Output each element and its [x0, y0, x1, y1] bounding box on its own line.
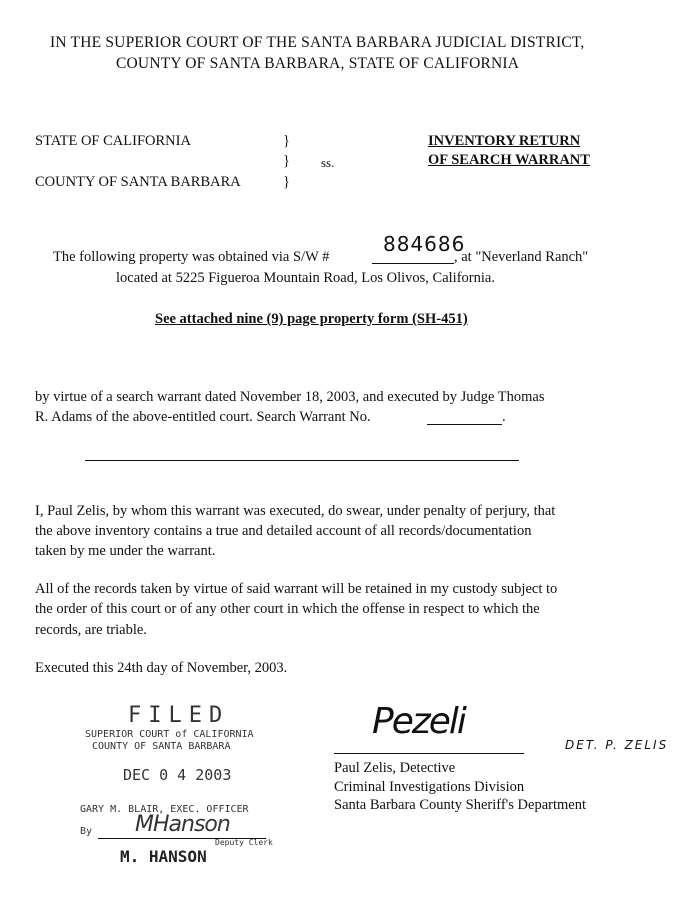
- document-title-line1: INVENTORY RETURN: [428, 133, 581, 149]
- search-warrant-number-blank: [427, 424, 502, 425]
- detective-signature: Pezeli: [372, 701, 465, 742]
- filed-stamp-by: By: [80, 826, 93, 837]
- detective-handwritten-annotation: DET. P. ZELIS: [565, 738, 669, 752]
- court-header-line1: IN THE SUPERIOR COURT OF THE SANTA BARBARA JUDICIAL DISTRICT,: [50, 34, 585, 51]
- caption-state: STATE OF CALIFORNIA: [35, 133, 191, 149]
- oath-line1: I, Paul Zelis, by whom this warrant was executed, do swear, under penalty of perjury, that: [35, 503, 556, 519]
- document-title-line2: OF SEARCH WARRANT: [428, 152, 590, 168]
- warrant-number-blank: [372, 263, 454, 264]
- filed-stamp-title: FILED: [128, 703, 230, 728]
- warrant-number-handwritten: 884686: [383, 232, 466, 256]
- property-address: located at 5225 Figueroa Mountain Road, Los Olivos, California.: [116, 270, 495, 286]
- caption-ss: ss.: [321, 155, 335, 170]
- attached-form-note: See attached nine (9) page property form (SH-451): [155, 311, 468, 327]
- caption-brace-3: }: [283, 174, 290, 190]
- filed-stamp-officer: GARY M. BLAIR, EXEC. OFFICER: [80, 804, 249, 815]
- divider-line: [85, 460, 519, 461]
- detective-signature-line: [334, 753, 524, 754]
- virtue-line1: by virtue of a search warrant dated November 18, 2003, and executed by Judge Thomas: [35, 389, 545, 405]
- virtue-line2-period: .: [502, 409, 506, 425]
- custody-line3: records, are triable.: [35, 622, 147, 638]
- clerk-signature: MHanson: [135, 812, 230, 837]
- caption-brace-1: }: [283, 133, 290, 149]
- detective-name: Paul Zelis, Detective: [334, 760, 456, 776]
- filed-stamp-court: SUPERIOR COURT of CALIFORNIA: [85, 729, 254, 740]
- property-intro: The following property was obtained via S/W #: [53, 249, 330, 265]
- detective-division: Criminal Investigations Division: [334, 779, 525, 795]
- filed-stamp-date: DEC 0 4 2003: [123, 766, 232, 784]
- filed-stamp-deputy-clerk: Deputy Clerk: [215, 838, 273, 847]
- property-at-location: , at "Neverland Ranch": [454, 249, 589, 265]
- custody-line1: All of the records taken by virtue of said warrant will be retained in my custody subject to: [35, 581, 558, 597]
- virtue-line2: R. Adams of the above-entitled court. Search Warrant No.: [35, 409, 371, 425]
- caption-brace-2: }: [283, 153, 290, 169]
- caption-county: COUNTY OF SANTA BARBARA: [35, 174, 241, 190]
- custody-line2: the order of this court or of any other court in which the offense in respect to which the: [35, 601, 540, 617]
- court-header-line2: COUNTY OF SANTA BARBARA, STATE OF CALIFORNIA: [116, 55, 520, 72]
- oath-line3: taken by me under the warrant.: [35, 543, 216, 559]
- executed-date: Executed this 24th day of November, 2003.: [35, 660, 288, 676]
- detective-department: Santa Barbara County Sheriff's Department: [334, 797, 587, 813]
- filed-stamp-clerk-name: M. HANSON: [120, 847, 207, 866]
- oath-line2: the above inventory contains a true and detailed account of all records/documentation: [35, 523, 532, 539]
- filed-stamp-county: COUNTY OF SANTA BARBARA: [92, 741, 231, 752]
